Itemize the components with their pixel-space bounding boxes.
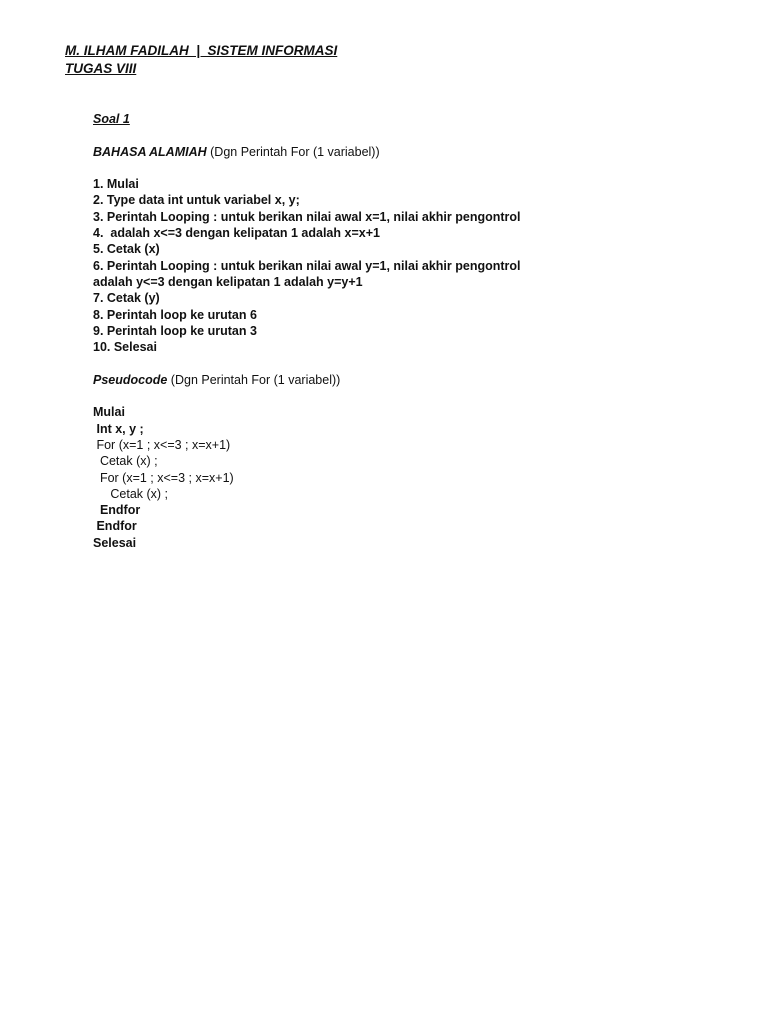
pseudocode-line: Mulai [93,405,125,420]
pseudocode-line: Cetak (x) ; [93,486,169,501]
pseudocode-heading [93,372,733,388]
step-line: 7. Cetak (y) [93,291,160,306]
pseudocode-line: Endfor [93,519,137,534]
soal-title: Soal 1 [93,112,130,126]
step-line: 10. Selesai [93,340,157,355]
bahasa-alamiah-suffix: (Dgn Perintah For (1 variabel)) [206,144,380,159]
step-line: 2. Type data int untuk variabel x, y; [93,193,300,208]
step-line: 3. Perintah Looping : untuk berikan nilai awal x=1, nilai akhir pengontrol [93,209,521,224]
document-header [65,42,337,78]
algorithm-steps [93,176,733,355]
pseudocode-line: For (x=1 ; x<=3 ; x=x+1) [93,437,231,452]
pseudocode-block [93,404,733,551]
bahasa-alamiah-label: BAHASA ALAMIAH [93,144,207,159]
bahasa-alamiah-heading [93,144,733,160]
pseudocode-label: Pseudocode [93,372,168,387]
step-line: 5. Cetak (x) [93,242,160,257]
pseudocode-line: Cetak (x) ; [93,454,158,469]
step-line: 1. Mulai [93,177,139,192]
step-line: 8. Perintah loop ke urutan 6 [93,307,257,322]
pseudocode-line: Endfor [93,503,141,518]
assignment-title: TUGAS VIII [65,61,137,76]
step-line: 9. Perintah loop ke urutan 3 [93,323,257,338]
step-line: adalah y<=3 dengan kelipatan 1 adalah y=y+1 [93,274,363,289]
author-line: M. ILHAM FADILAH | SISTEM INFORMASI [65,43,338,58]
pseudocode-suffix: (Dgn Perintah For (1 variabel)) [167,372,341,387]
step-line: 4. adalah x<=3 dengan kelipatan 1 adalah x=x+1 [93,226,380,241]
pseudocode-line: Selesai [93,535,137,550]
pseudocode-line: For (x=1 ; x<=3 ; x=x+1) [93,470,234,485]
document-body [93,111,733,551]
step-line: 6. Perintah Looping : untuk berikan nilai awal y=1, nilai akhir pengontrol [93,258,521,273]
pseudocode-line: Int x, y ; [93,421,144,436]
